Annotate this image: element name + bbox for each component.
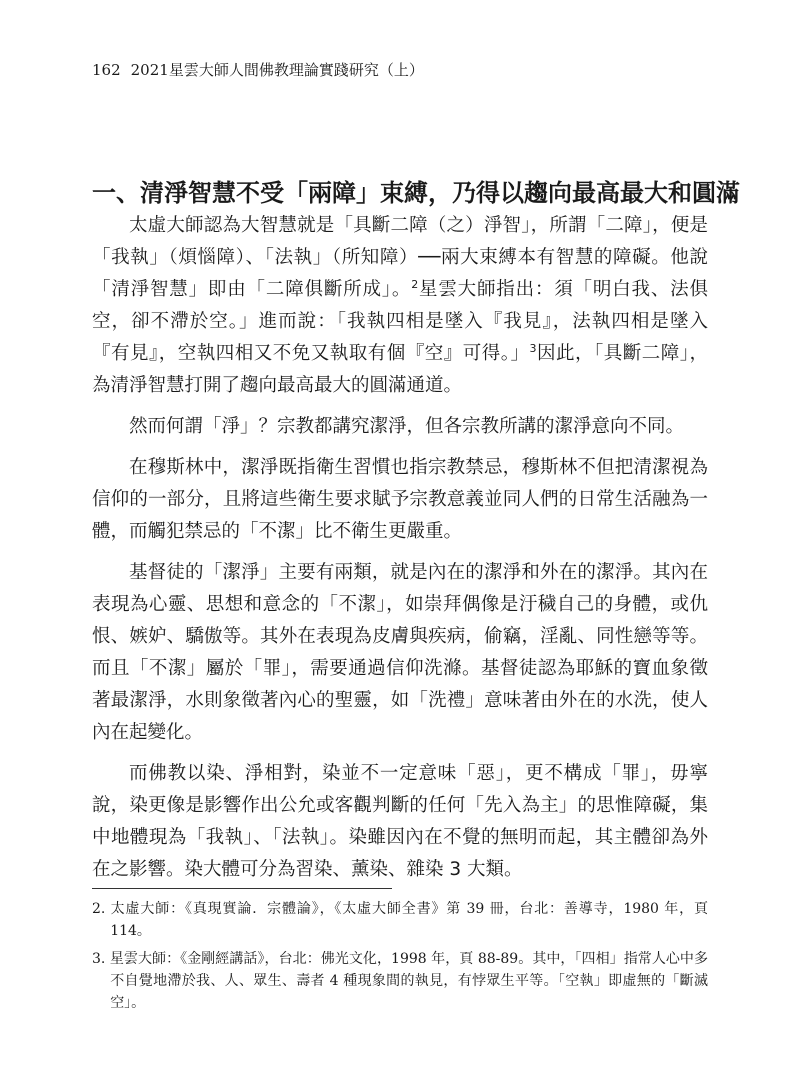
main-text	[92, 210, 708, 895]
paragraph-1	[92, 210, 708, 402]
footnote-ref-3: 3	[529, 341, 537, 355]
footnote-ref-2: 2	[411, 277, 419, 291]
paragraph-3: 在穆斯林中，潔淨既指衛生習慣也指宗教禁忌，穆斯林不但把清潔視為信仰的一部分，且將這些衛生要求賦予宗教意義並同人們的日常生活融為一體，而觸犯禁忌的「不潔」比不衛生更嚴重。	[92, 457, 708, 542]
paragraph-1-part-b: 星雲大師指出：須「明白我、法俱空，卻不滯於空。」進而說：「我執四相是墜入『我見』，法執四相是墜入『有見』，空執四相又不免又執取有個『空』可得。」	[92, 279, 708, 364]
footnotes	[92, 898, 708, 1020]
footnote-2: 2. 太虛大師：《真現實論．宗體論》，《太虛大師全書》第 39 冊，台北：善導寺，1980 年，頁 114。	[92, 901, 708, 939]
paragraph-2: 然而何謂「淨」？宗教都講究潔淨，但各宗教所講的潔淨意向不同。	[129, 416, 685, 437]
paragraph-5: 而佛教以染、淨相對，染並不一定意味「惡」，更不構成「罪」，毋寧說，染更像是影響作出公允或客觀判斷的任何「先入為主」的思惟障礙，集中地體現為「我執」、「法執」。染雖因內在不覺的無明而起，其主體卻為外在之影響。染大體可分為習染、薰染、雜染 3 大類。	[92, 763, 708, 880]
paragraph-1-part-a: 太虛大師認為大智慧就是「具斷二障（之）淨智」，所謂「二障」，便是「我執」（煩惱障）、「法執」（所知障）──兩大束縛本有智慧的障礙。他說「清淨智慧」即由「二障俱斷所成」。	[92, 215, 708, 300]
paragraph-1-part-c: 因此，「具斷二障」，為清淨智慧打開了趨向最高最大的圓滿通道。	[92, 343, 708, 396]
paragraph-4: 基督徒的「潔淨」主要有兩類，就是內在的潔淨和外在的潔淨。其內在表現為心靈、思想和意念的「不潔」，如崇拜偶像是汙穢自己的身體，或仇恨、嫉妒、驕傲等。其外在表現為皮膚與疾病，偷竊，淫亂、同性戀等等。而且「不潔」屬於「罪」，需要通過信仰洗滌。基督徒認為耶穌的寶血象徵著最潔淨，水則象徵著內心的聖靈，如「洗禮」意味著由外在的水洗，使人內在起變化。	[92, 562, 708, 743]
running-header	[92, 60, 712, 80]
section-heading: 一、清淨智慧不受「兩障」束縛，乃得以趨向最高最大和圓滿	[92, 179, 740, 207]
footnote-divider	[92, 888, 392, 889]
footnote-3: 3. 星雲大師：《金剛經講話》，台北：佛光文化，1998 年，頁 88-89。其中，「四相」指常人心中多不自覺地滯於我、人、眾生、壽者 4 種現象間的執見，有悖眾生平等。「空執」即虛無的「斷滅空」。	[92, 951, 708, 1011]
book-title: 2021星雲大師人間佛教理論實踐研究（上）	[130, 61, 424, 79]
page-number: 162	[92, 61, 121, 79]
